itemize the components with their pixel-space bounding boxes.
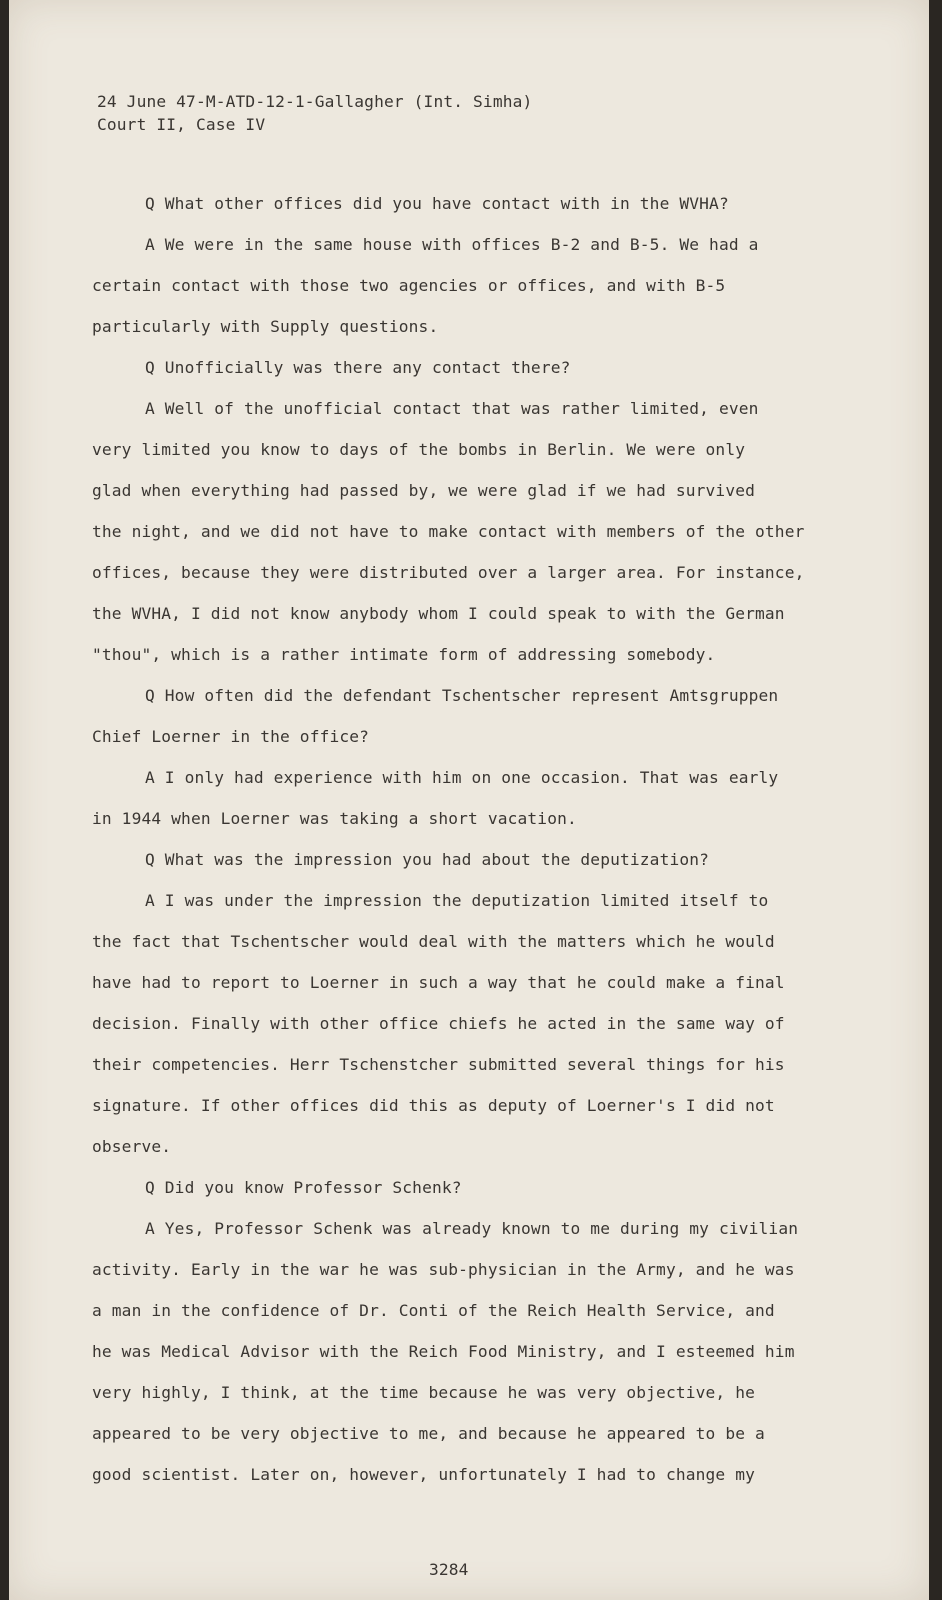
body-line: he was Medical Advisor with the Reich Food Ministry, and I esteemed him xyxy=(92,1342,795,1361)
question-line: Q Did you know Professor Schenk? xyxy=(145,1178,462,1197)
body-line: activity. Early in the war he was sub-physician in the Army, and he was xyxy=(92,1260,795,1279)
answer-line: A Yes, Professor Schenk was already known to me during my civilian xyxy=(145,1219,799,1238)
body-line: appeared to be very objective to me, and because he appeared to be a xyxy=(92,1424,765,1443)
answer-line: A I was under the impression the deputization limited itself to xyxy=(145,891,769,910)
body-line: observe. xyxy=(92,1137,172,1156)
body-line: a man in the confidence of Dr. Conti of the Reich Health Service, and xyxy=(92,1301,775,1320)
answer-line: A I only had experience with him on one occasion. That was early xyxy=(145,768,779,787)
question-line: Q How often did the defendant Tschentscher represent Amtsgruppen xyxy=(145,686,779,705)
page-number: 3284 xyxy=(429,1560,469,1579)
body-line: very limited you know to days of the bombs in Berlin. We were only xyxy=(92,440,746,459)
header-line-1: 24 June 47-M-ATD-12-1-Gallagher (Int. Simha) xyxy=(97,92,533,111)
body-line: have had to report to Loerner in such a way that he could make a final xyxy=(92,973,785,992)
body-line: their competencies. Herr Tschenstcher submitted several things for his xyxy=(92,1055,785,1074)
question-line: Q Unofficially was there any contact there? xyxy=(145,358,571,377)
body-line: offices, because they were distributed over a larger area. For instance, xyxy=(92,563,805,582)
body-line: good scientist. Later on, however, unfortunately I had to change my xyxy=(92,1465,756,1484)
body-line: particularly with Supply questions. xyxy=(92,317,439,336)
body-line: the fact that Tschentscher would deal with the matters which he would xyxy=(92,932,775,951)
body-line: "thou", which is a rather intimate form of addressing somebody. xyxy=(92,645,716,664)
question-line: Q What was the impression you had about the deputization? xyxy=(145,850,710,869)
body-line: decision. Finally with other office chiefs he acted in the same way of xyxy=(92,1014,785,1033)
body-line: the WVHA, I did not know anybody whom I could speak to with the German xyxy=(92,604,785,623)
question-line: Q What other offices did you have contact with in the WVHA? xyxy=(145,194,729,213)
body-line: the night, and we did not have to make contact with members of the other xyxy=(92,522,805,541)
answer-line: A We were in the same house with offices B-2 and B-5. We had a xyxy=(145,235,759,254)
body-line: certain contact with those two agencies or offices, and with B-5 xyxy=(92,276,726,295)
document-page xyxy=(9,0,929,1600)
body-line: in 1944 when Loerner was taking a short vacation. xyxy=(92,809,577,828)
body-line: Chief Loerner in the office? xyxy=(92,727,370,746)
header-line-2: Court II, Case IV xyxy=(97,115,266,134)
body-line: glad when everything had passed by, we were glad if we had survived xyxy=(92,481,756,500)
answer-line: A Well of the unofficial contact that was rather limited, even xyxy=(145,399,759,418)
body-line: very highly, I think, at the time because he was very objective, he xyxy=(92,1383,756,1402)
body-line: signature. If other offices did this as deputy of Loerner's I did not xyxy=(92,1096,775,1115)
